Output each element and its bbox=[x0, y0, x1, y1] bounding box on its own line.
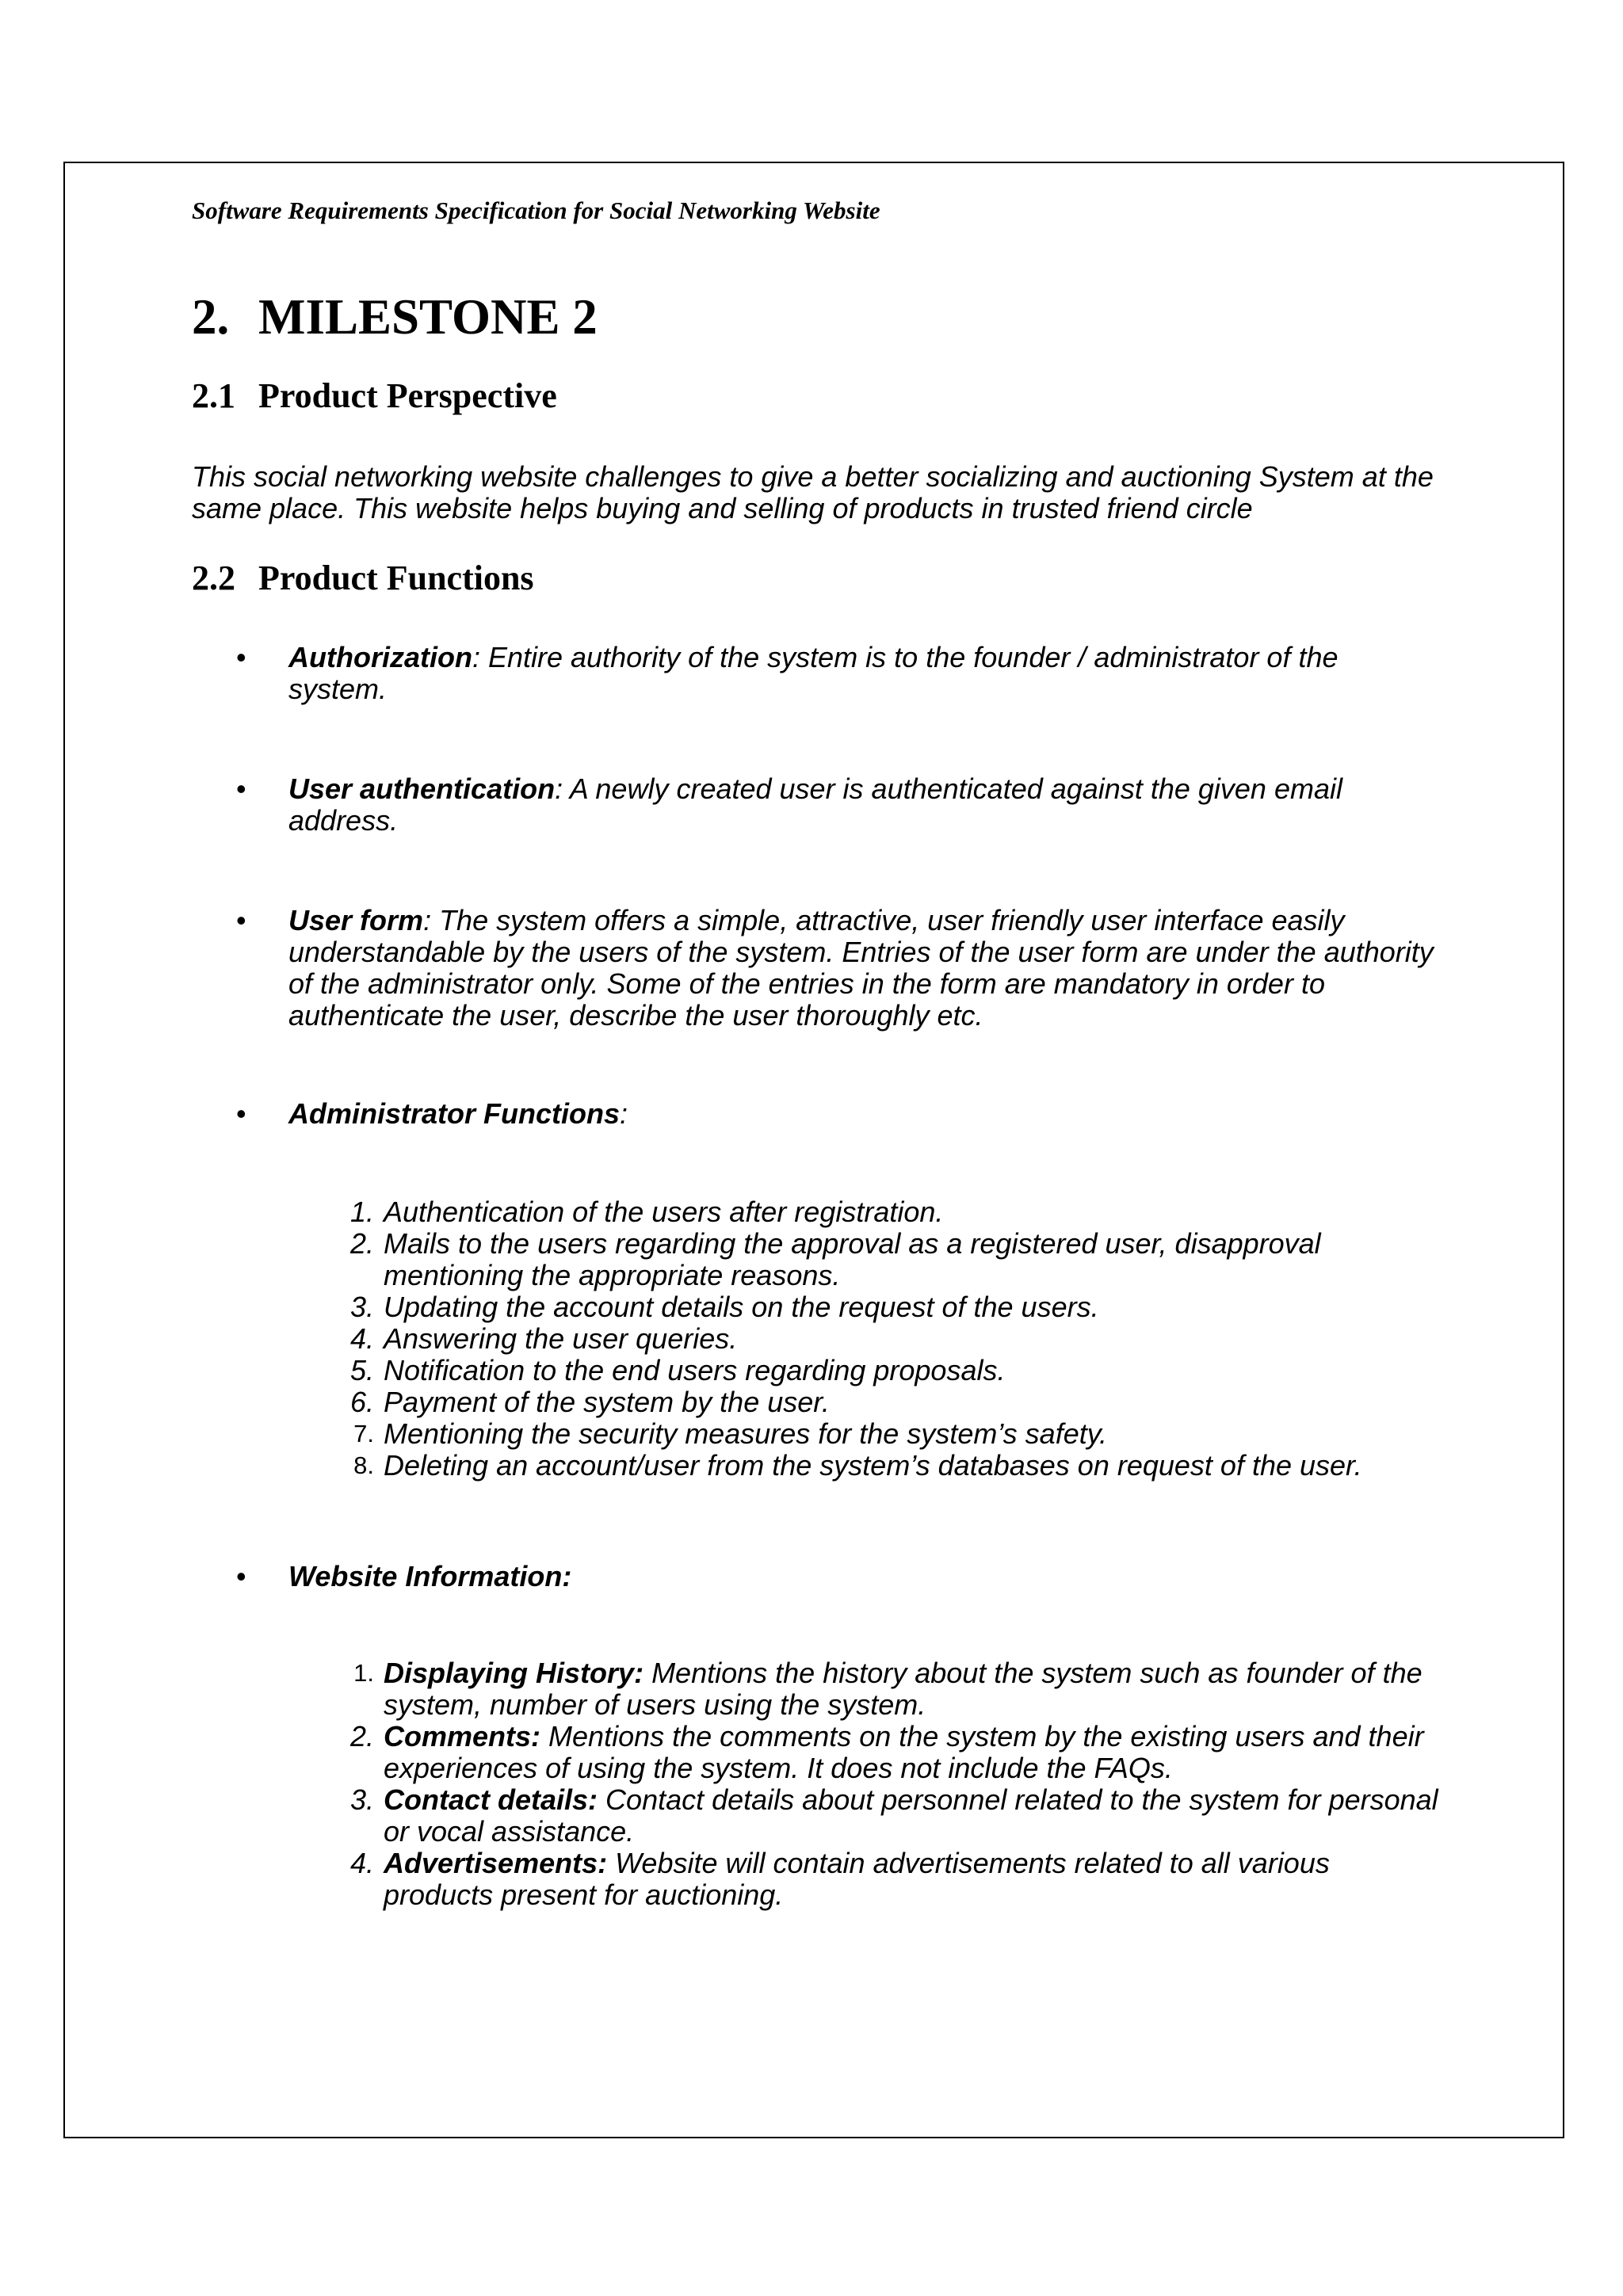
list-item-website-information bbox=[192, 1561, 1444, 1592]
item-text: : Entire authority of the system is to the founder / administrator of the system. bbox=[288, 641, 1338, 705]
list-item-authorization bbox=[192, 642, 1444, 705]
list-item: 2. Mails to the users regarding the approval as a registered user, disapproval mentioning the appropriate reasons. bbox=[349, 1227, 1321, 1291]
section-title: Product Functions bbox=[258, 559, 534, 597]
list-item: 7. Mentioning the security measures for the system’s safety. bbox=[353, 1417, 1108, 1450]
bullet-marker: • bbox=[236, 772, 246, 805]
administrator-functions-list bbox=[192, 1196, 1444, 1482]
list-item-administrator-functions bbox=[192, 1098, 1444, 1130]
list-item: 1. Displaying History: Mentions the history about the system such as founder of the system, number of users using the system. bbox=[353, 1657, 1423, 1721]
bullet-marker: • bbox=[236, 1097, 246, 1130]
chapter-heading bbox=[192, 288, 598, 345]
list-item: 3. Updating the account details on the request of the users. bbox=[349, 1291, 1099, 1323]
running-header: Software Requirements Specification for Social Networking Website bbox=[192, 196, 880, 224]
list-item: 8. Deleting an account/user from the system’s databases on request of the user. bbox=[353, 1449, 1362, 1482]
bullet-marker: • bbox=[236, 1560, 246, 1592]
list-item: 5. Notification to the end users regarding proposals. bbox=[349, 1354, 1006, 1386]
website-information-list bbox=[192, 1657, 1444, 1911]
list-item: 3. Contact details: Contact details about personnel related to the system for personal or vocal assistance. bbox=[349, 1783, 1438, 1848]
section-number: 2.1 bbox=[192, 376, 235, 415]
list-item: 1. Authentication of the users after registration. bbox=[349, 1196, 944, 1228]
item-text: : bbox=[620, 1097, 628, 1130]
item-label: Administrator Functions bbox=[288, 1097, 621, 1130]
chapter-title: MILESTONE 2 bbox=[258, 289, 598, 345]
list-item: 4. Answering the user queries. bbox=[349, 1322, 738, 1355]
item-text: : A newly created user is authenticated against the given email address. bbox=[288, 772, 1342, 837]
product-perspective-paragraph: This social networking website challenges to give a better socializing and auctioning System at the same place. This website helps buying and selling of products in trusted friend circle bbox=[192, 460, 1434, 524]
list-item: 6. Payment of the system by the user. bbox=[349, 1386, 830, 1418]
item-label: User authentication bbox=[288, 772, 556, 805]
list-item: 2. Comments: Mentions the comments on the system by the existing users and their experiences of using the system. It does not include the FAQs. bbox=[349, 1720, 1424, 1784]
chapter-number: 2. bbox=[192, 289, 230, 345]
section-title: Product Perspective bbox=[258, 376, 557, 415]
bullet-marker: • bbox=[236, 641, 246, 673]
list-item-user-form bbox=[192, 905, 1444, 1032]
section-heading-product-functions bbox=[192, 558, 534, 599]
item-label: Authorization bbox=[288, 641, 472, 673]
item-label: Website Information: bbox=[288, 1560, 572, 1592]
section-heading-product-perspective bbox=[192, 376, 557, 417]
item-text: : The system offers a simple, attractive, user friendly user interface easily understandable by the users of the system. Entries of the user form are under the authority of the administrator only. Some of the entries in the form are mandatory in order to authenticate the user, describe the user thoroughly etc. bbox=[288, 904, 1434, 1032]
bullet-marker: • bbox=[236, 904, 246, 936]
item-label: User form bbox=[288, 904, 424, 936]
section-number: 2.2 bbox=[192, 559, 235, 597]
list-item-user-authentication bbox=[192, 773, 1444, 837]
list-item: 4. Advertisements: Website will contain advertisements related to all various products present for auctioning. bbox=[349, 1847, 1330, 1911]
document-content bbox=[192, 196, 1444, 1911]
